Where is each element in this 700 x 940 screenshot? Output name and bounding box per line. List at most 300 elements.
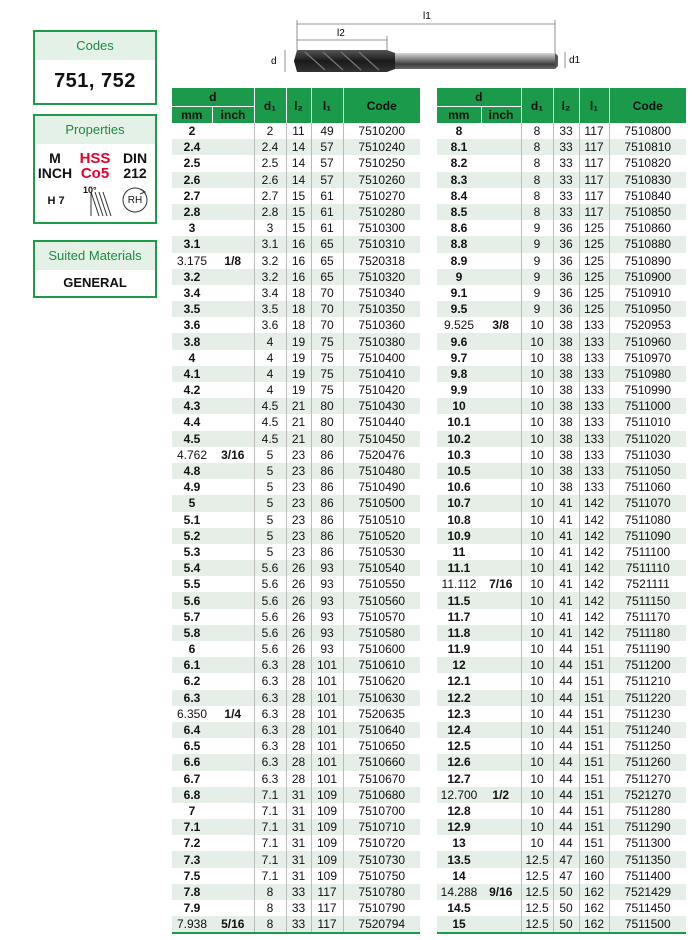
product-code: 7510990 [609,382,686,398]
product-code: 7511000 [609,398,686,414]
diameter-mm: 3.8 [172,333,212,349]
table-row [172,512,420,528]
shank-d1: 12.5 [521,851,553,867]
product-code: 7510700 [343,803,420,819]
table-row [172,172,420,188]
shank-d1: 5.6 [254,576,286,592]
diameter-inch [481,495,521,511]
table-row [437,771,686,787]
shank-d1: 10 [521,414,553,430]
total-length-l1: 93 [311,609,343,625]
flute-length-l2: 31 [286,851,311,867]
total-length-l1: 61 [311,220,343,236]
diameter-mm: 9.525 [443,318,475,333]
diameter-mm: 12.5 [447,739,471,754]
l2-label: l2 [337,28,345,39]
table-row [437,641,686,657]
shank-d1: 8 [521,123,553,139]
flute-length-l2: 19 [286,350,311,366]
flute-length-l2: 33 [286,884,311,900]
flute-length-l2: 41 [553,625,579,641]
diameter-mm: 5.1 [183,512,201,527]
product-code: 7510660 [343,754,420,770]
product-code: 7510340 [343,285,420,301]
table-row [437,366,686,382]
table-row [172,285,420,301]
metric-label: M [49,150,61,166]
flute-length-l2: 41 [553,560,579,576]
flute-length-l2: 33 [553,139,579,155]
total-length-l1: 151 [579,641,609,657]
diameter-inch [481,155,521,171]
table-row [172,787,420,803]
diameter-inch [212,495,254,511]
diameter-mm: 6.1 [172,657,212,673]
shank-d1: 10 [521,317,553,333]
diameter-mm: 10.5 [437,463,481,479]
diameter-mm: 8.2 [450,156,468,171]
total-length-l1: 101 [311,690,343,706]
diameter-inch [481,236,521,252]
total-length-l1: 65 [311,236,343,252]
table-row [437,544,686,560]
diameter-inch [481,722,521,738]
diameter-inch [212,868,254,884]
product-code: 7510730 [343,851,420,867]
header-l1: l₁ [311,88,343,123]
flute-length-l2: 16 [286,236,311,252]
table-row [437,317,686,333]
diameter-mm: 7.5 [183,868,201,883]
flute-length-l2: 23 [286,479,311,495]
shank-d1: 10 [521,544,553,560]
product-code: 7510580 [343,625,420,641]
codes-value: 751, 752 [54,70,136,92]
diameter-inch [481,431,521,447]
diameter-inch: 9/16 [481,884,521,900]
shank-d1: 5.6 [254,609,286,625]
product-code: 7511200 [609,657,686,673]
shank-d1: 6.3 [254,771,286,787]
header-d: d [172,88,254,107]
flute-length-l2: 36 [553,285,579,301]
table-row [172,350,420,366]
total-length-l1: 151 [579,819,609,835]
diameter-mm: 12.2 [437,690,481,706]
total-length-l1: 70 [311,301,343,317]
shank-d1: 4.5 [254,431,286,447]
total-length-l1: 86 [311,479,343,495]
product-code: 7510610 [343,657,420,673]
diameter-inch [212,592,254,608]
diameter-inch: 1/2 [481,787,521,803]
flute-length-l2: 33 [286,900,311,916]
shank-d1: 7.1 [254,835,286,851]
diameter-mm: 4.4 [183,415,201,430]
total-length-l1: 142 [579,592,609,608]
flute-length-l2: 23 [286,447,311,463]
table-row [172,706,420,722]
diameter-mm: 6.6 [172,754,212,770]
shank-d1: 8 [521,155,553,171]
diameter-mm: 8 [455,124,463,139]
product-code: 7510430 [343,398,420,414]
tolerance-label: H 7 [47,195,65,207]
din-label: DIN [122,150,148,166]
total-length-l1: 151 [579,690,609,706]
diameter-mm: 11.8 [437,625,481,641]
flute-length-l2: 44 [553,835,579,851]
diameter-mm: 2.6 [172,172,212,188]
total-length-l1: 133 [579,431,609,447]
diameter-inch [212,787,254,803]
diameter-mm: 5 [172,495,212,511]
flute-length-l2: 19 [286,382,311,398]
product-code: 7510400 [343,350,420,366]
table-row [172,220,420,236]
total-length-l1: 142 [579,528,609,544]
diameter-inch [212,835,254,851]
product-code: 7510420 [343,382,420,398]
shank-d1: 10 [521,738,553,754]
table-row [172,333,420,349]
diameter-mm: 6.2 [183,674,201,689]
shank-d1: 8 [254,916,286,933]
diameter-mm: 12 [437,657,481,673]
diameter-inch [481,690,521,706]
hss-label: HSS [79,150,111,167]
product-code: 7510440 [343,414,420,430]
shank-d1: 4 [254,382,286,398]
diameter-mm: 6 [188,642,196,657]
diameter-inch: 1/8 [224,253,242,268]
product-code: 7510640 [343,722,420,738]
shank-d1: 2 [254,123,286,139]
diameter-mm: 8.1 [437,139,481,155]
product-code: 7520635 [343,706,420,722]
shank-d1: 3.4 [254,285,286,301]
total-length-l1: 101 [311,673,343,689]
table-row [437,172,686,188]
table-row [437,431,686,447]
codes-box [33,30,157,105]
product-code: 7510790 [343,900,420,916]
product-code: 7510450 [343,431,420,447]
shank-d1: 2.5 [254,155,286,171]
flute-length-l2: 11 [286,123,311,139]
total-length-l1: 93 [311,625,343,641]
total-length-l1: 125 [579,285,609,301]
total-length-l1: 86 [311,495,343,511]
shank-d1: 10 [521,835,553,851]
diameter-inch [481,868,521,884]
diameter-inch [212,609,254,625]
diameter-inch [212,123,254,139]
total-length-l1: 125 [579,269,609,285]
total-length-l1: 61 [311,204,343,220]
flute-length-l2: 41 [553,576,579,592]
shank-d1: 10 [521,382,553,398]
total-length-l1: 117 [579,204,609,220]
table-row [437,398,686,414]
diameter-mm: 6.350 [176,706,208,721]
total-length-l1: 142 [579,560,609,576]
flute-length-l2: 50 [553,916,579,933]
product-code: 7510680 [343,787,420,803]
diameter-mm: 8.5 [437,204,481,220]
diameter-mm: 13.5 [437,851,481,867]
product-code: 7510600 [343,641,420,657]
flute-length-l2: 36 [553,253,579,269]
diameter-mm: 9 [437,269,481,285]
flute-length-l2: 31 [286,803,311,819]
product-code: 7520794 [343,916,420,933]
diameter-inch [212,754,254,770]
shank-d1: 5 [254,463,286,479]
flute-length-l2: 44 [553,641,579,657]
table-row [172,414,420,430]
product-code: 7510410 [343,366,420,382]
shank-d1: 12.5 [521,868,553,884]
total-length-l1: 86 [311,544,343,560]
total-length-l1: 70 [311,285,343,301]
diameter-inch [481,301,521,317]
spec-table-left-body [172,123,420,933]
diameter-mm: 6.4 [172,722,212,738]
product-code: 7520318 [343,253,420,269]
product-code: 7510900 [609,269,686,285]
product-code: 7511080 [609,512,686,528]
flute-length-l2: 44 [553,754,579,770]
diameter-mm: 8.6 [450,221,468,236]
total-length-l1: 57 [311,172,343,188]
table-row [172,641,420,657]
shank-d1: 8 [521,139,553,155]
product-code: 7511260 [609,754,686,770]
shank-d1: 10 [521,787,553,803]
table-row [437,916,686,933]
spec-table-left [172,88,420,934]
shank-d1: 2.8 [254,204,286,220]
helix-angle-icon [77,182,117,218]
diameter-inch [212,220,254,236]
flute-length-l2: 44 [553,803,579,819]
product-code: 7510360 [343,317,420,333]
flute-length-l2: 31 [286,787,311,803]
shank-d1: 5.6 [254,592,286,608]
table-row [172,366,420,382]
codes-title: Codes [35,32,155,60]
flute-length-l2: 18 [286,285,311,301]
shank-d1: 10 [521,560,553,576]
diameter-inch: 3/8 [492,318,510,333]
table-row [437,657,686,673]
flute-length-l2: 21 [286,398,311,414]
diameter-mm: 11.112 [441,577,477,592]
product-code: 7510750 [343,868,420,884]
shank-d1: 10 [521,625,553,641]
shank-d1: 10 [521,495,553,511]
product-code: 7510250 [343,155,420,171]
diameter-inch [212,333,254,349]
table-row [172,139,420,155]
table-row [437,884,686,900]
product-code: 7510630 [343,690,420,706]
diameter-inch [481,657,521,673]
total-length-l1: 160 [579,868,609,884]
table-row [437,350,686,366]
d-label: d [271,56,277,67]
d1-label: d1 [569,55,581,66]
diameter-inch [481,398,521,414]
shank-d1: 5.6 [254,625,286,641]
flute-length-l2: 36 [553,269,579,285]
diameter-mm: 6.8 [172,787,212,803]
table-row [172,819,420,835]
product-code: 7511300 [609,835,686,851]
flute-length-l2: 23 [286,544,311,560]
diameter-inch [212,398,254,414]
diameter-inch [212,479,254,495]
table-row [437,787,686,803]
shank-d1: 9 [521,236,553,252]
diameter-mm: 12.6 [437,754,481,770]
spec-table-right-body [437,123,686,933]
diameter-mm: 12.9 [437,819,481,835]
header-d: d [437,88,521,107]
header-mm: mm [172,107,212,124]
flute-length-l2: 44 [553,819,579,835]
table-row [172,690,420,706]
diameter-mm: 10.3 [447,447,471,462]
total-length-l1: 86 [311,463,343,479]
total-length-l1: 160 [579,851,609,867]
table-row [437,123,686,139]
shank-d1: 5 [254,447,286,463]
diameter-inch [212,544,254,560]
diameter-inch [212,350,254,366]
table-row [172,544,420,560]
diameter-inch [212,463,254,479]
suited-materials-box [33,240,157,298]
table-row [437,738,686,754]
diameter-inch [212,803,254,819]
diameter-inch [481,544,521,560]
shank-d1: 9 [521,301,553,317]
diameter-inch [212,285,254,301]
flute-length-l2: 41 [553,528,579,544]
diameter-inch [481,350,521,366]
shank-d1: 6.3 [254,738,286,754]
diameter-mm: 10.6 [447,480,471,495]
diameter-mm: 8.3 [437,172,481,188]
table-row [172,576,420,592]
flute-length-l2: 15 [286,204,311,220]
table-row [437,253,686,269]
shank-d1: 6.3 [254,754,286,770]
flute-length-l2: 44 [553,673,579,689]
diameter-mm: 9.7 [450,350,468,365]
flute-length-l2: 41 [553,495,579,511]
suited-materials-title: Suited Materials [35,242,155,270]
shank-d1: 6.3 [254,673,286,689]
diameter-inch [481,123,521,139]
diameter-inch [481,706,521,722]
product-code: 7510710 [343,819,420,835]
shank-d1: 12.5 [521,916,553,933]
diameter-inch [481,253,521,269]
total-length-l1: 101 [311,754,343,770]
flute-length-l2: 38 [553,382,579,398]
product-code: 7510320 [343,269,420,285]
product-code: 7510540 [343,560,420,576]
diameter-mm: 5.7 [183,609,201,624]
product-code: 7510280 [343,204,420,220]
diameter-mm: 5.3 [183,544,201,559]
total-length-l1: 109 [311,819,343,835]
total-length-l1: 57 [311,155,343,171]
total-length-l1: 151 [579,803,609,819]
diameter-mm: 6.3 [172,690,212,706]
product-code: 7511170 [609,609,686,625]
diameter-inch [481,447,521,463]
total-length-l1: 142 [579,609,609,625]
header-inch: inch [212,107,254,124]
diameter-mm: 12.7 [447,771,471,786]
diameter-mm: 11.9 [447,642,471,657]
product-code: 7511090 [609,528,686,544]
diameter-mm: 7.938 [172,916,212,933]
product-code: 7510650 [343,738,420,754]
table-row [437,690,686,706]
total-length-l1: 162 [579,900,609,916]
product-code: 7511010 [609,414,686,430]
shank-d1: 3.5 [254,301,286,317]
table-row [437,382,686,398]
diameter-mm: 5.5 [183,577,201,592]
product-code: 7511110 [609,560,686,576]
shank-d1: 10 [521,463,553,479]
properties-title: Properties [35,116,155,144]
diameter-mm: 7.9 [183,901,201,916]
flute-length-l2: 33 [553,204,579,220]
product-code: 7511500 [609,916,686,933]
shank-d1: 7.1 [254,819,286,835]
product-code: 7521429 [609,884,686,900]
table-row [172,236,420,252]
shank-d1: 10 [521,819,553,835]
diameter-inch [481,512,521,528]
shank-d1: 3.6 [254,317,286,333]
diameter-inch [212,382,254,398]
diameter-inch [481,414,521,430]
properties-grid [35,144,155,222]
diameter-mm: 8.4 [450,188,468,203]
din-standard [117,151,153,181]
shank-d1: 10 [521,512,553,528]
flute-length-l2: 44 [553,690,579,706]
product-code: 7510500 [343,495,420,511]
shank-d1: 10 [521,366,553,382]
total-length-l1: 142 [579,512,609,528]
table-row [437,204,686,220]
diameter-inch [481,188,521,204]
product-code: 7511060 [609,479,686,495]
diameter-inch [481,269,521,285]
flute-length-l2: 31 [286,819,311,835]
total-length-l1: 133 [579,333,609,349]
diameter-mm: 14.5 [447,901,471,916]
